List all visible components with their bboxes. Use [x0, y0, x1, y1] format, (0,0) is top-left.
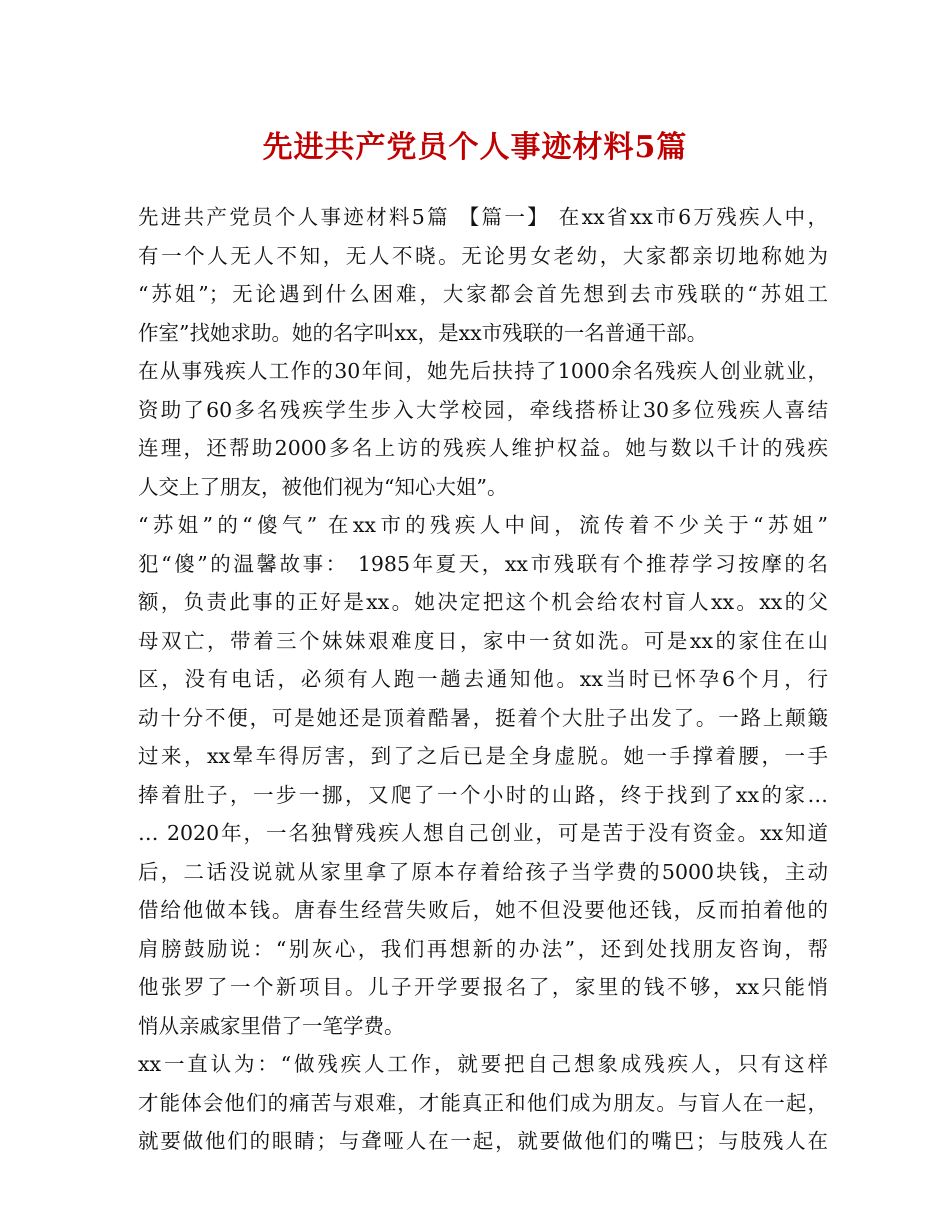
text-line: 先进共产党员个人事迹材料5篇 【篇一】 在xx省xx市6万残疾人中， [138, 205, 828, 229]
text-line: “苏姐”；无论遇到什么困难，大家都会首先想到去市残联的“苏姐工 [138, 282, 828, 306]
text-line: 有一个人无人不知，无人不晓。无论男女老幼，大家都亲切地称她为 [138, 243, 828, 268]
text-line: 悄从亲戚家里借了一笔学费。 [138, 1013, 405, 1038]
text-line: 人交上了朋友，被他们视为“知心大姐”。 [138, 474, 508, 499]
document-title: 先进共产党员个人事迹材料5篇 [262, 130, 688, 165]
text-line: 借给他做本钱。唐春生经营失败后，她不但没要他还钱，反而拍着他的 [138, 898, 828, 922]
text-line: xx一直认为：“做残疾人工作，就要把自己想象成残疾人，只有这样 [138, 1052, 828, 1076]
text-line: 作室”找她求助。她的名字叫xx，是xx市残联的一名普通干部。 [138, 320, 708, 345]
text-line: 后，二话没说就从家里拿了原本存着给孩子当学费的5000块钱，主动 [138, 859, 828, 884]
text-line: 肩膀鼓励说：“别灰心，我们再想新的办法”，还到处找朋友咨询，帮 [138, 936, 828, 961]
text-line: 犯“傻”的温馨故事： 1985年夏天，xx市残联有个推荐学习按摩的名 [138, 551, 828, 576]
document-body [138, 198, 828, 1161]
text-line: “苏姐”的“傻气” 在xx市的残疾人中间，流传着不少关于“苏姐” [138, 513, 828, 537]
text-line: 捧着肚子，一步一挪，又爬了一个小时的山路，终于找到了xx的家… [138, 782, 828, 807]
text-line: 资助了60多名残疾学生步入大学校园，牵线搭桥让30多位残疾人喜结 [138, 397, 828, 422]
text-line: 额，负责此事的正好是xx。她决定把这个机会给农村盲人xx。xx的父 [138, 590, 828, 614]
text-line: 就要做他们的眼睛；与聋哑人在一起，就要做他们的嘴巴；与肢残人在 [138, 1129, 828, 1153]
text-line: … 2020年，一名独臂残疾人想自己创业，可是苦于没有资金。xx知道 [138, 821, 828, 845]
text-line: 过来，xx晕车得厉害，到了之后已是全身虚脱。她一手撑着腰，一手 [138, 744, 828, 768]
text-line: 他张罗了一个新项目。儿子开学要报名了，家里的钱不够，xx只能悄 [138, 975, 828, 999]
text-line: 才能体会他们的痛苦与艰难，才能真正和他们成为朋友。与盲人在一起， [138, 1090, 828, 1115]
text-line: 连理，还帮助2000多名上访的残疾人维护权益。她与数以千计的残疾 [138, 436, 828, 460]
text-line: 动十分不便，可是她还是顶着酷暑，挺着个大肚子出发了。一路上颠簸 [138, 705, 828, 730]
text-line: 区，没有电话，必须有人跑一趟去通知他。xx当时已怀孕6个月，行 [138, 667, 828, 691]
text-line: 在从事残疾人工作的30年间，她先后扶持了1000余名残疾人创业就业， [138, 359, 828, 383]
text-line: 母双亡，带着三个妹妹艰难度日，家中一贫如洗。可是xx的家住在山 [138, 628, 828, 653]
